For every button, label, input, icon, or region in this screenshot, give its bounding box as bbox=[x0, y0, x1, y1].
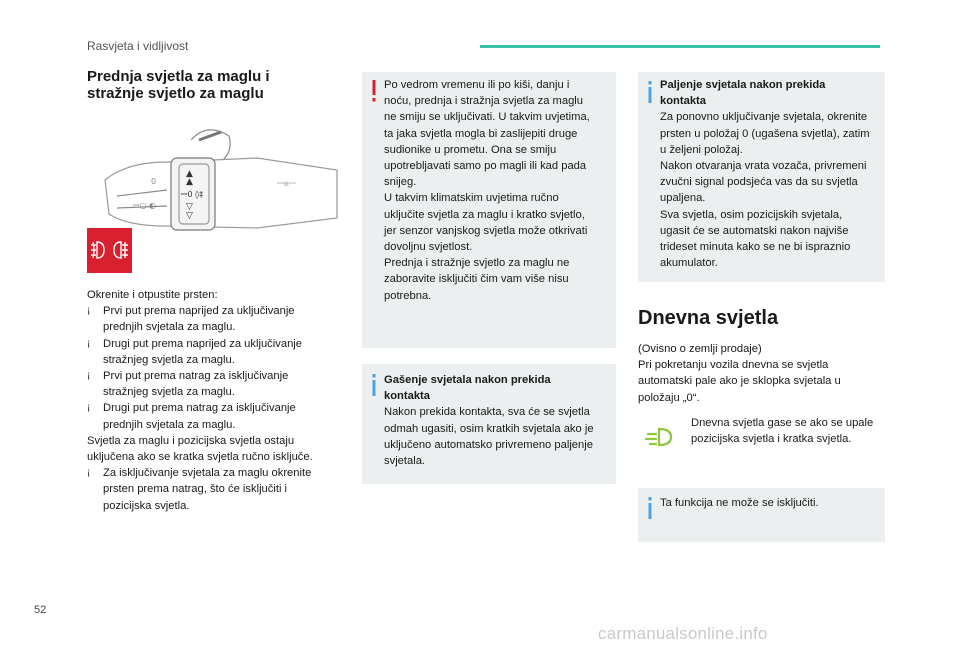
info-icon bbox=[647, 81, 653, 103]
fog-lights-title bbox=[87, 68, 317, 102]
list-item: ¡ Prvi put prema naprijed za uključivanje prednjih svjetala za maglu. bbox=[87, 305, 295, 334]
page-number: 52 bbox=[34, 604, 47, 616]
list-item: ¡ Prvi put prema natrag za isključivanje stražnjeg svjetla za maglu. bbox=[87, 370, 289, 399]
bullet-icon: ¡ bbox=[87, 402, 91, 414]
svg-text:▲: ▲ bbox=[186, 177, 193, 187]
list-item: ¡ Za isključivanje svjetala za maglu okrenite prsten prema natrag, što će isključiti i pozicijska svjetla. bbox=[87, 467, 312, 512]
daytime-lights-off-text: Dnevna svjetla gase se ako se upale pozicijska svjetla i kratka svjetla. bbox=[691, 417, 874, 446]
list-item: ¡ Drugi put prema natrag za isključivanje prednjih svjetala za maglu. bbox=[87, 402, 296, 431]
bullet-icon: ¡ bbox=[87, 337, 91, 349]
warning-line: upotrebljavati samo po magli ili kad pada bbox=[384, 160, 587, 173]
warning-line: ta jaka svjetla mogla bi zaslijepiti druge bbox=[384, 127, 578, 140]
svg-text:ꟷꝋꟷ: ꟷꝋꟷ bbox=[277, 179, 296, 188]
daytime-lights-text: (Ovisno o zemlji prodaje) Pri pokretanju vozila dnevna se svjetla automatski pale ako je sklopka svjetala u položaju „0“. bbox=[638, 343, 841, 404]
info-text-relight: Paljenje svjetala nakon prekida kontakta Za ponovno uključivanje svjetala, okrenite prsten u položaj 0 (ugašena svjetla), zatim u željeni položaj. Nakon otvaranja vrata vozača, privremeni zvučni signal podsjeća vas da su svjetla upaljena. Sva svjetla, osim pozicijskih svjetala, ugasit će se automatski nakon najviše trideset minuta kako se ne bi ispraznio akumulator. bbox=[660, 79, 870, 270]
warning-line: potrebna. bbox=[384, 289, 432, 302]
warning-line: snijeg. bbox=[384, 176, 417, 189]
warning-line: uključite svjetla za maglu i kratko svjetlo, bbox=[384, 208, 585, 221]
daytime-lights-title: Dnevna svjetla bbox=[638, 307, 779, 329]
warning-line: Po vedrom vremenu ili po kiši, danju i bbox=[384, 79, 570, 91]
info-icon bbox=[371, 374, 377, 396]
warning-line: dovoljnu svjetlost. bbox=[384, 241, 473, 254]
intro-text: Okrenite i otpustite prsten: bbox=[87, 289, 218, 301]
list-item: ¡ Drugi put prema naprijed za uključivanje stražnjeg svjetla za maglu. bbox=[87, 337, 302, 366]
warning-line: noću, prednja i stražnja svjetla za maglu bbox=[384, 95, 583, 108]
svg-text:0: 0 bbox=[151, 177, 157, 186]
bullet-icon: ¡ bbox=[87, 467, 91, 479]
section-header: Rasvjeta i vidljivost bbox=[87, 39, 189, 53]
info-icon bbox=[647, 497, 653, 519]
watermark: carmanualsonline.info bbox=[598, 624, 768, 643]
svg-text:ꟷ○ ◐: ꟷ○ ◐ bbox=[133, 201, 157, 210]
warning-line: ne smiju se uključivati. U takvim uvjetima, bbox=[384, 111, 590, 124]
daytime-running-lights-icon bbox=[644, 424, 674, 448]
title-line: Prednja svjetla za maglu i bbox=[87, 68, 270, 85]
svg-text:▽: ▽ bbox=[186, 202, 193, 212]
header-rule bbox=[480, 45, 880, 48]
warning-exclamation-icon bbox=[371, 80, 377, 102]
warning-text bbox=[384, 77, 590, 304]
svg-text:ꟷ0 ◊‡: ꟷ0 ◊‡ bbox=[181, 190, 204, 199]
note-text: Ta funkcija ne može se isključiti. bbox=[660, 497, 819, 509]
fog-lights-instructions bbox=[87, 287, 313, 514]
warning-line: jer senzor vanjskog svjetla može otkrivati bbox=[384, 224, 588, 237]
warning-line: U takvim klimatskim uvjetima ručno bbox=[384, 192, 559, 205]
bullet-icon: ¡ bbox=[87, 305, 91, 317]
warning-line: sudionike u prometu. Ona se smiju bbox=[384, 143, 557, 156]
svg-text:▽: ▽ bbox=[186, 211, 193, 221]
paragraph-line: Svjetla za maglu i pozicijska svjetla ostaju bbox=[87, 434, 295, 447]
paragraph-line: uključena ako se kratka svjetla ručno isključe. bbox=[87, 451, 313, 464]
warning-line: Prednja i stražnje svjetlo za maglu ne bbox=[384, 257, 570, 270]
info-text-ignition-off: Gašenje svjetala nakon prekida kontakta Nakon prekida kontakta, sva će se svjetla odmah ugasiti, osim kratkih svjetala ako je uključeno automatsko privremeno paljenje svjetala. bbox=[384, 374, 594, 468]
bullet-icon: ¡ bbox=[87, 370, 91, 382]
warning-line: zaboravite isključiti čim vam više nisu bbox=[384, 273, 569, 286]
title-line: stražnje svjetlo za maglu bbox=[87, 85, 264, 102]
svg-text:▲: ▲ bbox=[186, 169, 193, 179]
fog-lights-red-icon bbox=[87, 228, 132, 273]
